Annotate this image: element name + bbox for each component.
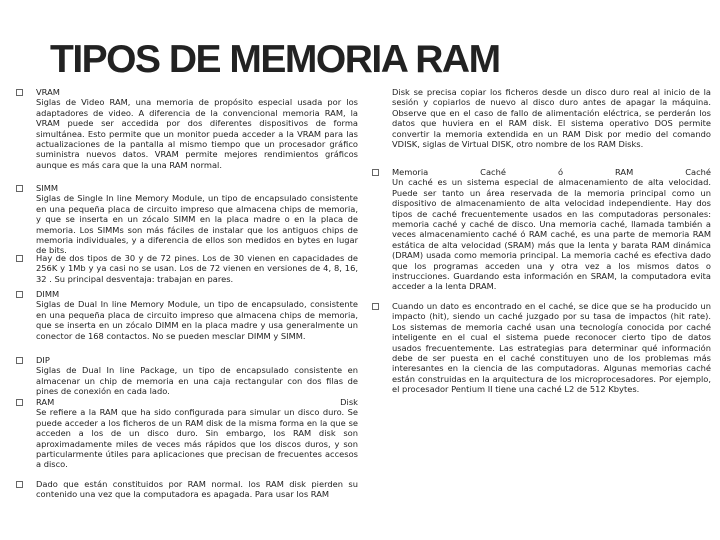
square-bullet-icon [16,185,23,192]
item-text: Hay de dos tipos de 30 y de 72 pines. Los de 30 vienen en capacidades de 256K y 1Mb y ya casi no se usan. Los de 72 vienen en versiones de 4, 8, 16, 32 . Su principal desventaja: trabajan en pares. [36,253,358,284]
item-text: Disk se precisa copiar los ficheros desde un disco duro real al inicio de la sesión y copiarlos de nuevo al disco duro antes de apagar la máquina. Observe que en el caso de fallo de alimentación eléctrica, se perderán los datos que huviera en el RAM disk. El sistema operativo DOS permite convertir la memoria extendida en un RAM Disk por medio del comando VDISK, siglas de Virtual DISK, otro nombre de los RAM Disks. [392,87,711,150]
page-title: TIPOS DE MEMORIA RAM [50,38,500,81]
item-heading: DIP [36,355,50,365]
square-bullet-icon [372,169,379,176]
square-bullet-icon [16,481,23,488]
list-item-dip [16,355,358,397]
item-text: Cuando un dato es encontrado en el caché, se dice que se ha producido un impacto (hit), siendo un caché juzgado por su tasa de impactos (hit rate). Los sistemas de memoria caché usan una tecnología conocida por caché inteligente en el cual el sistema puede reconocer cierto tipo de datos usados frecuentemente. Las estrategias para determinar qué información debe de ser puesta en el caché constituyen uno de los problemas más interesantes en la ciencia de las computadoras. Algunas memorias caché están construidas en la arquitectura de los microprocesadores. Por ejemplo, el procesador Pentium II tiene una caché L2 de 512 Kbytes. [392,301,711,395]
item-text: Siglas de Dual In line Memory Module, un tipo de encapsulado, consistente en una pequeña placa de circuito impreso que almacena chips de memoria, que se inserta en un zócalo DIMM en la placa madre y usa generalmente un conector de 168 contactos. No se pueden mesclar DIMM y SIMM. [36,299,358,341]
item-heading: Memoria Caché ó RAM Caché [392,167,711,177]
item-heading: SIMM [36,183,59,193]
square-bullet-icon [16,399,23,406]
item-text: Se refiere a la RAM que ha sido configurada para simular un disco duro. Se puede acceder a los ficheros de un RAM disk de la misma forma en la que se acceden a los de un disco duro. Sin embargo, los RAM disk son aproximadamente miles de veces más rápidos que los discos duros, y son particularmente útiles para aplicaciones que precisan de frecuentes accesos a disco. [36,407,358,470]
list-item-ram-disk-cont [16,479,358,500]
square-bullet-icon [16,357,23,364]
right-column [372,87,711,395]
item-heading: RAM Disk [36,397,358,407]
list-item-simm [16,183,358,256]
list-item-dimm [16,289,358,355]
list-item-ram-disk-cont2 [372,87,711,167]
list-item-vram [16,87,358,183]
left-column [16,87,358,500]
list-item-cache-hit [372,301,711,395]
square-bullet-icon [16,89,23,96]
item-text: Siglas de Video RAM, una memoria de propósito especial usada por los adaptadores de video. A diferencia de la convencional memoria RAM, la VRAM puede ser accedida por dos diferentes dispositivos de forma simultánea. Esto permite que un monitor pueda acceder a la VRAM para las actualizaciones de la pantalla al mismo tiempo que un procesador gráfico suministra nuevos datos. VRAM permite mejores rendimientos gráficos aunque es más cara que la una RAM normal. [36,97,358,170]
item-heading: DIMM [36,289,60,299]
item-text: Dado que están constituidos por RAM normal. los RAM disk pierden su contenido una vez que la computadora es apagada. Para usar los RAM [36,479,358,500]
list-item-ram-disk [16,397,358,479]
square-bullet-icon [372,303,379,310]
item-heading: VRAM [36,87,60,97]
list-item-cache [372,167,711,301]
list-item-simm-types [16,253,358,289]
item-text: Siglas de Dual In line Package, un tipo de encapsulado consistente en almacenar un chip de memoria en una caja rectangular con dos filas de pines de conexión en cada lado. [36,365,358,397]
square-bullet-icon [16,255,23,262]
square-bullet-icon [16,291,23,298]
item-text: Un caché es un sistema especial de almacenamiento de alta velocidad. Puede ser tanto un área reservada de la memoria principal como un dispositivo de almacenamiento de alta velocidad independiente. Hay dos tipos de caché frecuentemente usados en las computadoras personales: memoria caché y caché de disco. Una memoria caché, llamada también a veces almacenamiento caché ó RAM caché, es una parte de memoria RAM estática de alta velocidad (SRAM) más que la lenta y barata RAM dinámica (DRAM) usada como memoria principal. La memoria caché es efectiva dado que los programas acceden una y otra vez a los mismos datos o instrucciones. Guardando esta información en SRAM, la computadora evita acceder a la lenta DRAM. [392,177,711,292]
item-text: Siglas de Single In line Memory Module, un tipo de encapsulado consistente en una pequeña placa de circuito impreso que almacena chips de memoria, y que se inserta en un zócalo SIMM en la placa madre o en la placa de memoria. Los SIMMs son más fáciles de instalar que los antiguos chips de memoria individuales, y a diferencia de ellos son medidos en bytes en lugar de bits. [36,193,358,256]
